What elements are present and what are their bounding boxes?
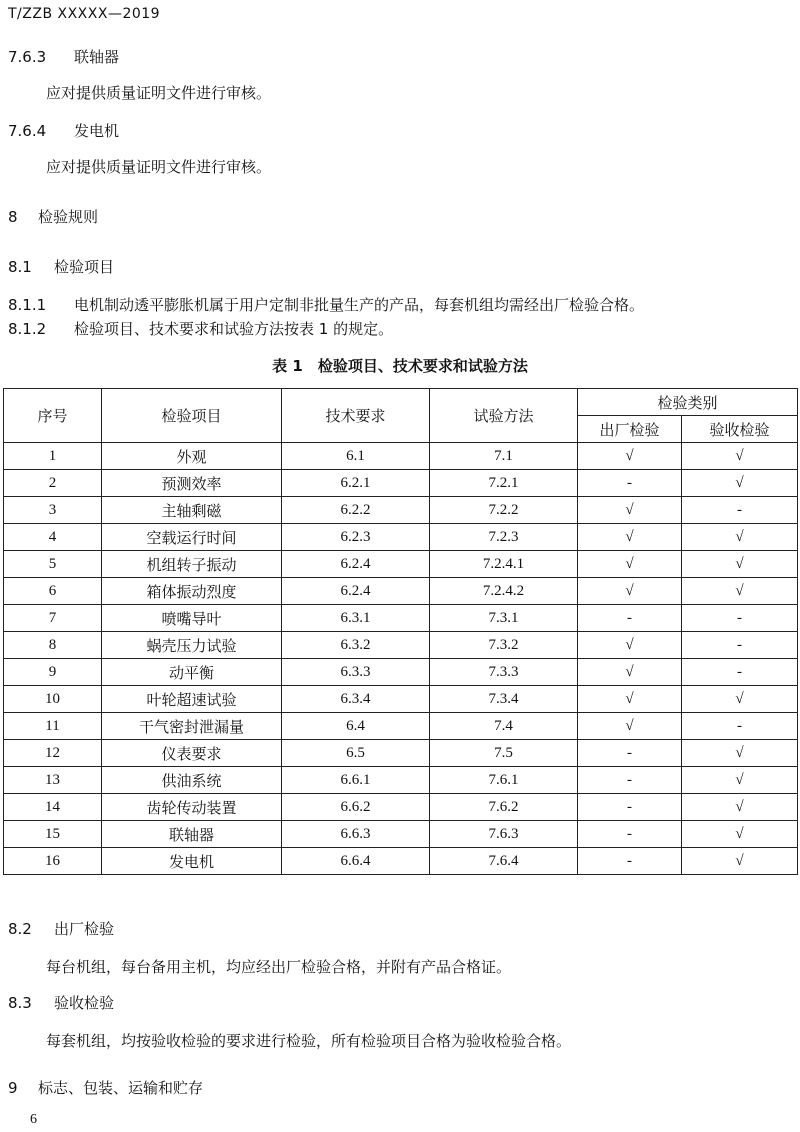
table-row — [4, 659, 798, 686]
header-method: 试验方法 — [430, 389, 578, 443]
cell-factory: √ — [578, 713, 682, 740]
cell-method: 7.6.1 — [430, 767, 578, 794]
clause-text: 电机制动透平膨胀机属于用户定制非批量生产的产品，每套机组均需经出厂检验合格。 — [74, 296, 645, 314]
table-row — [4, 740, 798, 767]
cell-acceptance: √ — [682, 551, 798, 578]
cell-item: 仪表要求 — [102, 740, 282, 767]
section-number: 8.2 — [8, 920, 32, 938]
cell-method: 7.2.2 — [430, 497, 578, 524]
table-row — [4, 821, 798, 848]
cell-requirement: 6.3.1 — [282, 605, 430, 632]
cell-seq: 4 — [4, 524, 102, 551]
cell-item: 蜗壳压力试验 — [102, 632, 282, 659]
cell-acceptance: - — [682, 605, 798, 632]
cell-acceptance: √ — [682, 524, 798, 551]
cell-requirement: 6.1 — [282, 443, 430, 470]
header-category: 检验类别 — [578, 389, 798, 416]
cell-item: 叶轮超速试验 — [102, 686, 282, 713]
cell-acceptance: - — [682, 632, 798, 659]
cell-seq: 6 — [4, 578, 102, 605]
cell-factory: - — [578, 470, 682, 497]
cell-seq: 2 — [4, 470, 102, 497]
cell-seq: 15 — [4, 821, 102, 848]
cell-item: 供油系统 — [102, 767, 282, 794]
cell-acceptance: - — [682, 497, 798, 524]
cell-method: 7.5 — [430, 740, 578, 767]
section-heading — [8, 992, 114, 1013]
cell-method: 7.2.3 — [430, 524, 578, 551]
cell-method: 7.3.4 — [430, 686, 578, 713]
cell-acceptance: √ — [682, 821, 798, 848]
cell-factory: √ — [578, 632, 682, 659]
table-row — [4, 524, 798, 551]
section-number: 8.1 — [8, 258, 32, 276]
chapter-heading — [8, 206, 98, 227]
cell-acceptance: - — [682, 659, 798, 686]
table-row — [4, 497, 798, 524]
section-title: 联轴器 — [74, 48, 120, 66]
cell-requirement: 6.2.3 — [282, 524, 430, 551]
table-row — [4, 794, 798, 821]
cell-item: 预测效率 — [102, 470, 282, 497]
cell-factory: - — [578, 740, 682, 767]
cell-method: 7.2.4.2 — [430, 578, 578, 605]
table-row — [4, 443, 798, 470]
inspection-table — [3, 388, 798, 875]
document-id: T/ZZB XXXXX—2019 — [8, 6, 161, 22]
cell-method: 7.6.2 — [430, 794, 578, 821]
cell-item: 空载运行时间 — [102, 524, 282, 551]
table-row — [4, 605, 798, 632]
section-number: 7.6.4 — [8, 122, 47, 140]
table-row — [4, 767, 798, 794]
cell-factory: - — [578, 794, 682, 821]
header-requirement: 技术要求 — [282, 389, 430, 443]
cell-requirement: 6.2.2 — [282, 497, 430, 524]
cell-seq: 13 — [4, 767, 102, 794]
cell-method: 7.6.3 — [430, 821, 578, 848]
cell-acceptance: - — [682, 713, 798, 740]
cell-method: 7.1 — [430, 443, 578, 470]
page-number: 6 — [30, 1112, 37, 1127]
cell-seq: 12 — [4, 740, 102, 767]
cell-seq: 16 — [4, 848, 102, 875]
header-factory: 出厂检验 — [578, 416, 682, 443]
cell-item: 外观 — [102, 443, 282, 470]
section-heading — [8, 120, 119, 141]
cell-item: 联轴器 — [102, 821, 282, 848]
cell-item: 齿轮传动装置 — [102, 794, 282, 821]
cell-factory: √ — [578, 578, 682, 605]
cell-item: 机组转子振动 — [102, 551, 282, 578]
paragraph: 每台机组，每台备用主机，均应经出厂检验合格，并附有产品合格证。 — [46, 958, 512, 976]
section-number: 9 — [8, 1079, 18, 1097]
cell-seq: 10 — [4, 686, 102, 713]
section-title: 发电机 — [74, 122, 120, 140]
cell-seq: 1 — [4, 443, 102, 470]
cell-requirement: 6.3.4 — [282, 686, 430, 713]
cell-acceptance: √ — [682, 794, 798, 821]
clause-number: 8.1.1 — [8, 296, 47, 314]
table-row — [4, 578, 798, 605]
cell-method: 7.6.4 — [430, 848, 578, 875]
cell-seq: 7 — [4, 605, 102, 632]
section-title: 检验规则 — [38, 208, 99, 226]
table-row — [4, 551, 798, 578]
clause — [8, 294, 644, 315]
cell-method: 7.2.4.1 — [430, 551, 578, 578]
cell-item: 动平衡 — [102, 659, 282, 686]
cell-factory: - — [578, 605, 682, 632]
section-heading — [8, 256, 114, 277]
cell-requirement: 6.6.1 — [282, 767, 430, 794]
cell-factory: - — [578, 848, 682, 875]
cell-seq: 8 — [4, 632, 102, 659]
cell-requirement: 6.2.1 — [282, 470, 430, 497]
cell-requirement: 6.2.4 — [282, 578, 430, 605]
cell-seq: 9 — [4, 659, 102, 686]
cell-item: 主轴剩磁 — [102, 497, 282, 524]
cell-method: 7.3.1 — [430, 605, 578, 632]
table-row — [4, 848, 798, 875]
cell-item: 箱体振动烈度 — [102, 578, 282, 605]
cell-requirement: 6.6.4 — [282, 848, 430, 875]
cell-requirement: 6.3.2 — [282, 632, 430, 659]
section-title: 标志、包装、运输和贮存 — [38, 1079, 204, 1097]
cell-acceptance: √ — [682, 578, 798, 605]
section-heading — [8, 918, 114, 939]
cell-factory: √ — [578, 686, 682, 713]
cell-seq: 3 — [4, 497, 102, 524]
cell-seq: 11 — [4, 713, 102, 740]
cell-seq: 5 — [4, 551, 102, 578]
cell-factory: √ — [578, 443, 682, 470]
cell-item: 喷嘴导叶 — [102, 605, 282, 632]
clause-text: 检验项目、技术要求和试验方法按表 1 的规定。 — [74, 320, 394, 338]
header-item: 检验项目 — [102, 389, 282, 443]
table-row — [4, 470, 798, 497]
cell-acceptance: √ — [682, 740, 798, 767]
cell-factory: √ — [578, 497, 682, 524]
cell-acceptance: √ — [682, 686, 798, 713]
cell-acceptance: √ — [682, 443, 798, 470]
cell-acceptance: √ — [682, 767, 798, 794]
cell-factory: - — [578, 821, 682, 848]
clause-number: 8.1.2 — [8, 320, 47, 338]
cell-factory: √ — [578, 659, 682, 686]
section-title: 检验项目 — [54, 258, 115, 276]
cell-requirement: 6.6.3 — [282, 821, 430, 848]
chapter-heading — [8, 1077, 203, 1098]
table-row — [4, 686, 798, 713]
cell-acceptance: √ — [682, 470, 798, 497]
cell-method: 7.3.3 — [430, 659, 578, 686]
table-row — [4, 632, 798, 659]
section-number: 8.3 — [8, 994, 32, 1012]
header-seq: 序号 — [4, 389, 102, 443]
paragraph: 应对提供质量证明文件进行审核。 — [46, 158, 272, 176]
cell-requirement: 6.6.2 — [282, 794, 430, 821]
cell-requirement: 6.4 — [282, 713, 430, 740]
paragraph: 应对提供质量证明文件进行审核。 — [46, 84, 272, 102]
header-acceptance: 验收检验 — [682, 416, 798, 443]
cell-requirement: 6.2.4 — [282, 551, 430, 578]
paragraph: 每套机组，均按验收检验的要求进行检验，所有检验项目合格为验收检验合格。 — [46, 1032, 572, 1050]
section-number: 7.6.3 — [8, 48, 47, 66]
section-title: 出厂检验 — [54, 920, 115, 938]
cell-method: 7.2.1 — [430, 470, 578, 497]
cell-acceptance: √ — [682, 848, 798, 875]
clause — [8, 318, 393, 339]
section-heading — [8, 46, 119, 67]
cell-factory: √ — [578, 551, 682, 578]
cell-method: 7.3.2 — [430, 632, 578, 659]
cell-requirement: 6.5 — [282, 740, 430, 767]
cell-seq: 14 — [4, 794, 102, 821]
cell-requirement: 6.3.3 — [282, 659, 430, 686]
cell-method: 7.4 — [430, 713, 578, 740]
cell-item: 发电机 — [102, 848, 282, 875]
cell-factory: - — [578, 767, 682, 794]
cell-factory: √ — [578, 524, 682, 551]
section-title: 验收检验 — [54, 994, 115, 1012]
section-number: 8 — [8, 208, 18, 226]
table-row — [4, 713, 798, 740]
cell-item: 干气密封泄漏量 — [102, 713, 282, 740]
table-caption: 表 1 检验项目、技术要求和试验方法 — [272, 357, 528, 375]
